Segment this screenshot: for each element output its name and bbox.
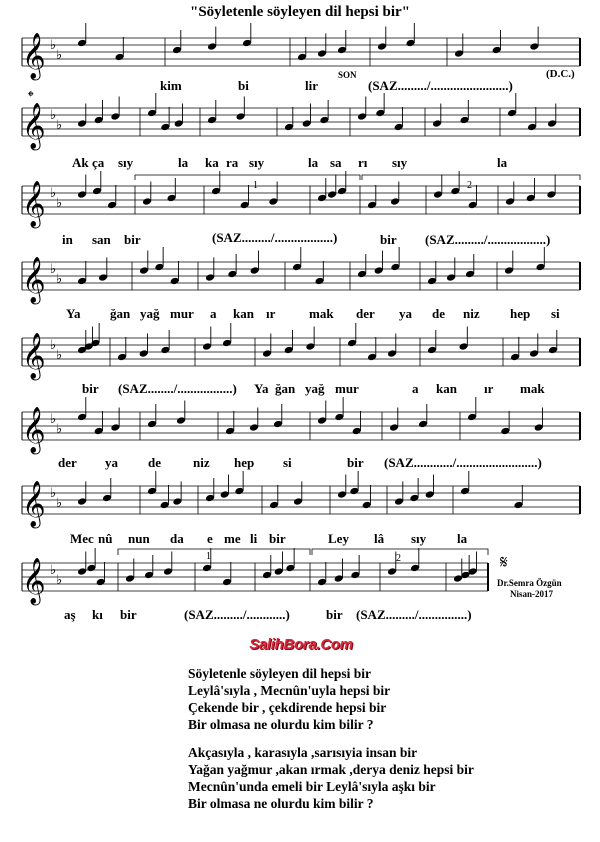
treble-clef-icon: 𝄞 — [22, 407, 46, 453]
composer-credit: Dr.Semra Özgün — [497, 578, 562, 588]
ending-number: 2 — [467, 180, 472, 191]
lyric-syllable: ğan — [275, 381, 296, 396]
composition-date: Nisan-2017 — [510, 589, 554, 599]
son-mark: SON — [338, 70, 357, 80]
lyric-syllable: niz — [463, 306, 480, 321]
volta-bracket — [118, 549, 310, 555]
flat-icon: ♭ — [50, 108, 57, 123]
lyric-syllable: niz — [193, 455, 210, 470]
lyric-syllable: sıy — [411, 531, 427, 546]
treble-clef-icon: 𝄞 — [22, 481, 46, 527]
treble-clef-icon: 𝄞 — [22, 257, 46, 303]
lyric-syllable: de — [432, 306, 445, 321]
lyric-syllable: Ya — [254, 381, 269, 396]
lyric-syllable: hep — [510, 306, 531, 321]
lyric-syllable: kim — [160, 78, 182, 93]
flat-icon: ♭ — [50, 563, 57, 578]
lyric-syllable: der — [58, 455, 77, 470]
lyric-syllable: mur — [170, 306, 194, 321]
lyric-syllable: sıy — [118, 155, 134, 170]
lyric-syllable: la — [457, 531, 468, 546]
lyric-syllable: sıy — [249, 155, 265, 170]
poem-line: Leylâ'sıyla , Mecnûn'uyla hepsi bir — [188, 683, 391, 698]
lyric-syllable: a — [210, 306, 217, 321]
lyric-syllable: yağ — [140, 306, 160, 321]
poem-line: Akçasıyla , karasıyla ,sarısıyia insan bir — [188, 745, 418, 760]
poem-line: Söyletenle söyleyen dil hepsi bir — [188, 666, 372, 681]
saz-interlude: (SAZ........./...............) — [356, 607, 472, 622]
poem-line: Mecnûn'unda emeli bir Leylâ'sıyla aşkı bir — [188, 779, 436, 794]
lyric-syllable: kı — [92, 607, 103, 622]
lyric-syllable: Ak — [72, 155, 89, 170]
lyric-syllable: bir — [380, 232, 397, 247]
lyric-syllable: mak — [520, 381, 545, 396]
lyric-syllable: la — [497, 155, 508, 170]
lyric-syllable: lâ — [374, 531, 385, 546]
poem-line: Bir olmasa ne olurdu kim bilir ? — [188, 717, 374, 732]
flat-icon: ♭ — [50, 412, 57, 427]
treble-clef-icon: 𝄞 — [22, 103, 46, 149]
lyric-syllable: mur — [335, 381, 359, 396]
lyric-syllable: san — [92, 232, 111, 247]
lyric-syllable: bir — [82, 381, 99, 396]
flat-icon: ♭ — [56, 496, 63, 511]
lyric-syllable: la — [178, 155, 189, 170]
lyric-syllable: aş — [64, 607, 76, 622]
saz-interlude: (SAZ......../.................) — [118, 381, 237, 396]
site-watermark: SalihBora.Com — [249, 636, 353, 653]
poem-stanza-1 — [188, 665, 390, 733]
flat-icon: ♭ — [50, 262, 57, 277]
lyric-syllable: in — [62, 232, 73, 247]
saz-interlude: (SAZ............/.........................) — [384, 455, 542, 470]
ending-number: 1 — [253, 180, 258, 191]
lyric-syllable: ya — [399, 306, 412, 321]
lyric-syllable: kan — [233, 306, 254, 321]
lyric-syllable: lir — [305, 78, 318, 93]
lyric-syllable: da — [170, 531, 184, 546]
flat-icon: ♭ — [56, 422, 63, 437]
segno-icon: 𝄋 — [500, 552, 508, 573]
lyric-syllable: sıy — [392, 155, 408, 170]
treble-clef-icon: 𝄞 — [22, 558, 46, 604]
lyric-syllable: yağ — [305, 381, 325, 396]
lyric-syllable: hep — [234, 455, 255, 470]
lyric-syllable: a — [412, 381, 419, 396]
treble-clef-icon: 𝄞 — [22, 33, 46, 79]
lyric-syllable: bir — [347, 455, 364, 470]
poem-line: Bir olmasa ne olurdu kim bilir ? — [188, 796, 374, 811]
lyric-syllable: bir — [269, 531, 286, 546]
lyric-syllable: de — [148, 455, 161, 470]
dc-mark: (D.C.) — [546, 68, 575, 80]
song-title: "Söyletenle söyleyen dil hepsi bir" — [190, 4, 410, 20]
lyric-syllable: ğan — [110, 306, 131, 321]
poem-stanza-2 — [188, 744, 474, 812]
flat-icon: ♭ — [56, 272, 63, 287]
lyric-syllable: mak — [309, 306, 334, 321]
lyric-syllable: Ya — [66, 306, 81, 321]
lyric-syllable: bir — [124, 232, 141, 247]
ending-number: 2 — [396, 553, 401, 564]
lyric-syllable: rı — [358, 155, 368, 170]
lyric-syllable: la — [308, 155, 319, 170]
coda-icon: 𝄌 — [28, 87, 34, 106]
lyric-syllable: ya — [105, 455, 118, 470]
flat-icon: ♭ — [50, 186, 57, 201]
flat-icon: ♭ — [56, 48, 63, 63]
saz-interlude: (SAZ........./........................) — [368, 78, 513, 93]
volta-bracket — [135, 175, 360, 180]
lyric-syllable: ça — [92, 155, 105, 170]
flat-icon: ♭ — [56, 348, 63, 363]
lyric-syllable: nun — [128, 531, 150, 546]
lyric-syllable: nû — [98, 531, 113, 546]
flat-icon: ♭ — [56, 573, 63, 588]
lyric-syllable: si — [551, 306, 560, 321]
flat-icon: ♭ — [50, 338, 57, 353]
flat-icon: ♭ — [50, 486, 57, 501]
saz-interlude: (SAZ........./............) — [184, 607, 290, 622]
flat-icon: ♭ — [50, 38, 57, 53]
lyric-syllable: Ley — [328, 531, 349, 546]
poem-line: Yağan yağmur ,akan ırmak ,derya deniz hepsi bir — [188, 762, 474, 777]
flat-icon: ♭ — [56, 196, 63, 211]
lyric-syllable: ka — [205, 155, 219, 170]
lyric-syllable: ır — [266, 306, 276, 321]
treble-clef-icon: 𝄞 — [22, 181, 46, 227]
flat-icon: ♭ — [56, 118, 63, 133]
lyric-syllable: me — [224, 531, 241, 546]
lyric-syllable: Mec — [70, 531, 94, 546]
lyric-syllable: e — [207, 531, 213, 546]
saz-interlude: (SAZ........./..................) — [212, 230, 338, 245]
lyric-syllable: ır — [484, 381, 494, 396]
lyric-syllable: sa — [330, 155, 342, 170]
lyric-syllable: ra — [226, 155, 239, 170]
treble-clef-icon: 𝄞 — [22, 333, 46, 379]
poem-line: Çekende bir , çekdirende hepsi bir — [188, 700, 387, 715]
lyric-syllable: der — [356, 306, 375, 321]
lyric-syllable: bir — [120, 607, 137, 622]
lyric-syllable: kan — [436, 381, 457, 396]
lyric-syllable: si — [283, 455, 292, 470]
staff-systems — [22, 23, 580, 606]
lyric-syllable: bi — [238, 78, 249, 93]
ending-number: 1 — [206, 551, 211, 562]
saz-interlude: (SAZ........./..................) — [425, 232, 551, 247]
lyric-syllable: bir — [326, 607, 343, 622]
lyric-syllable: li — [250, 531, 258, 546]
